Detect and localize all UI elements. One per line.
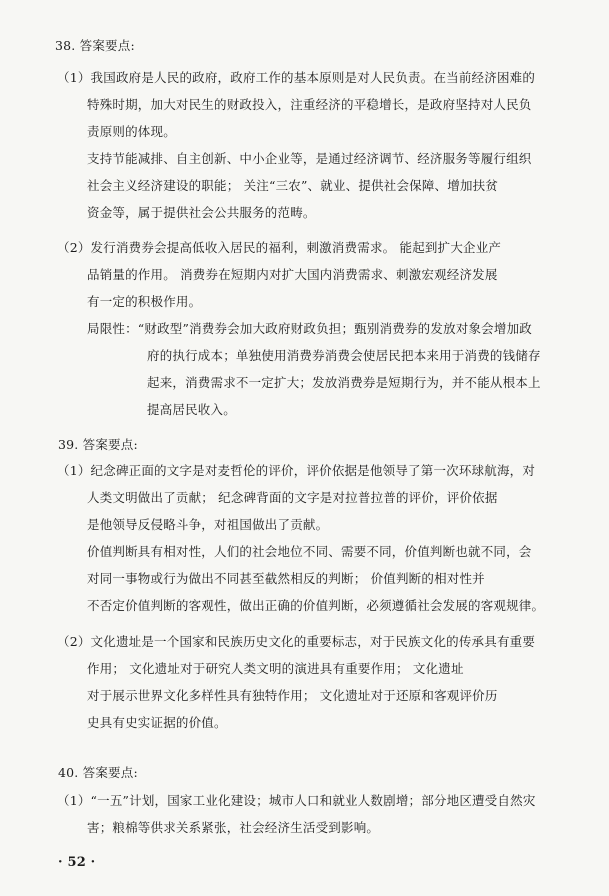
q40-p1-line-2: 害；粮棉等供求关系紧张，社会经济生活受到影响。 <box>87 820 380 835</box>
q39-p1-line-2: 人类文明做出了贡献； 纪念碑背面的文字是对拉普拉普的评价，评价依据 <box>87 490 498 505</box>
q39-p2-line-3: 对于展示世界文化多样性具有独特作用； 文化遗址对于还原和客观评价历 <box>87 688 498 703</box>
q39-title: 39. 答案要点: <box>58 437 138 452</box>
q39-p2-line-4: 史具有史实证据的价值。 <box>87 715 227 730</box>
q39-p1-line-3: 是他领导反侵略斗争，对祖国做出了贡献。 <box>87 517 329 532</box>
q38-p1-line-2: 特殊时期，加大对民生的财政投入，注重经济的平稳增长，是政府坚持对人民负 <box>87 97 532 112</box>
q38-p1-line-1: （1）我国政府是人民的政府，政府工作的基本原则是对人民负责。在当前经济困难的 <box>57 70 536 85</box>
q39-p1-line-5: 对同一事物或行为做出不同甚至截然相反的判断； 价值判断的相对性并 <box>87 571 485 586</box>
q38-p2-line-5: 府的执行成本；单独使用消费券消费会使居民把本来用于消费的钱储存 <box>147 348 541 363</box>
q38-p1-line-4: 支持节能减排、自主创新、中小企业等，是通过经济调节、经济服务等履行组织 <box>87 151 532 166</box>
q38-p2-line-2: 品销量的作用。 消费券在短期内对扩大国内消费需求、刺激宏观经济发展 <box>87 267 498 282</box>
q38-p1-line-5: 社会主义经济建设的职能； 关注“三农”、就业、提供社会保障、增加扶贫 <box>87 178 499 193</box>
q38-p1-line-6: 资金等，属于提供社会公共服务的范畴。 <box>87 205 316 220</box>
q40-title: 40. 答案要点: <box>58 765 138 780</box>
q38-p1-line-3: 责原则的体现。 <box>87 124 176 139</box>
q38-title: 38. 答案要点: <box>55 38 135 53</box>
page-number: · 52 · <box>58 855 96 870</box>
q39-p1-line-4: 价值判断具有相对性，人们的社会地位不同、需要不同，价值判断也就不同，会 <box>87 544 532 559</box>
q39-p1-line-1: （1）纪念碑正面的文字是对麦哲伦的评价，评价依据是他领导了第一次环球航海，对 <box>57 463 536 478</box>
q38-p2-line-6: 起来，消费需求不一定扩大；发放消费券是短期行为，并不能从根本上 <box>147 375 541 390</box>
q38-p2-line-3: 有一定的积极作用。 <box>87 294 202 309</box>
q38-p2-line-4: 局限性：“财政型”消费券会加大政府财政负担；甄别消费券的发放对象会增加政 <box>87 321 532 336</box>
q38-p2-line-1: （2）发行消费券会提高低收入居民的福利，刺激消费需求。 能起到扩大企业产 <box>57 240 502 255</box>
q38-p2-line-7: 提高居民收入。 <box>147 402 236 417</box>
q39-p2-line-2: 作用； 文化遗址对于研究人类文明的演进具有重要作用； 文化遗址 <box>87 661 464 676</box>
q39-p2-line-1: （2）文化遗址是一个国家和民族历史文化的重要标志，对于民族文化的传承具有重要 <box>57 634 536 649</box>
q39-p1-line-6: 不否定价值判断的客观性，做出正确的价值判断，必须遵循社会发展的客观规律。 <box>87 598 545 613</box>
q40-p1-line-1: （1）“一五”计划，国家工业化建设；城市人口和就业人数剧增；部分地区遭受自然灾 <box>57 793 536 808</box>
